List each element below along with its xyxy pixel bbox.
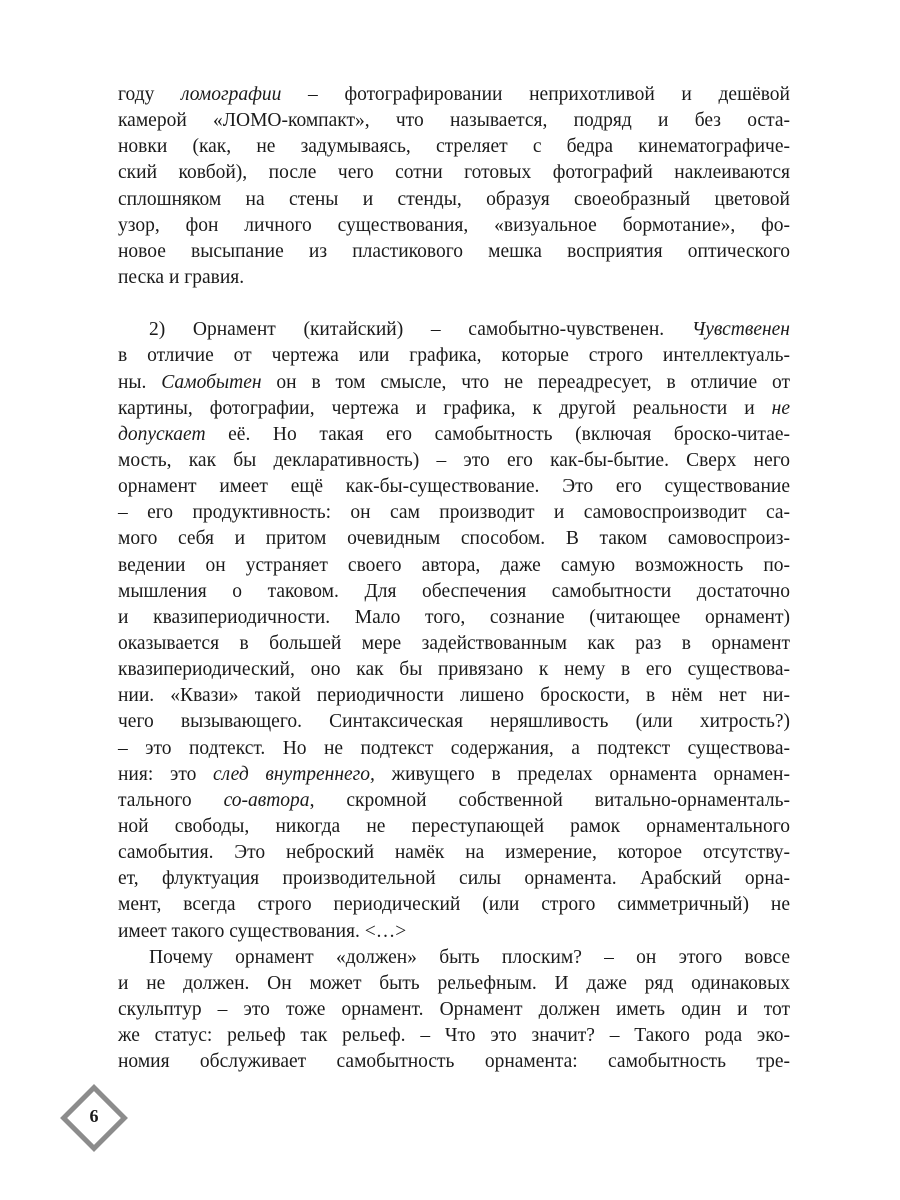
text-line: [118, 474, 790, 500]
text-segment: самобытия. Это неброский намёк на измерение, которое отсутству-: [118, 842, 790, 864]
italic-text: след внутреннего,: [213, 763, 375, 785]
text-line: [118, 971, 790, 997]
text-segment: нии. «Квази» такой периодичности лишено броскости, в нём нет ни-: [118, 685, 790, 707]
text-segment: 2) Орнамент (китайский) – самобытно-чувственен.: [149, 319, 692, 341]
text-line: [118, 1049, 790, 1075]
text-line: [118, 82, 790, 108]
text-line: [118, 892, 790, 918]
text-line: [118, 1023, 790, 1049]
text-segment: мент, всегда строго периодический (или строго симметричный) не: [118, 894, 790, 916]
text-segment: скульптур – это тоже орнамент. Орнамент должен иметь один и тот: [118, 998, 790, 1020]
text-segment: мышления о таковом. Для обеспечения самобытности достаточно: [118, 580, 790, 602]
text-segment: и квазипериодичности. Мало того, сознание (читающее орнамент): [118, 606, 790, 628]
text-segment: номия обслуживает самобытность орнамента: самобытность тре-: [118, 1051, 790, 1073]
text-segment: ния: это: [118, 763, 214, 785]
text-line: [118, 945, 790, 971]
text-line: [118, 187, 790, 213]
text-segment: ведении он устраняет своего автора, даже самую возможность по-: [118, 554, 790, 576]
text-line: [118, 343, 790, 369]
text-segment: живущего в пределах орнамента орнамен-: [374, 763, 790, 785]
text-segment: в отличие от чертежа или графика, которые строго интеллектуаль-: [118, 345, 790, 367]
text-segment: , скромной собственной витально-орнаменталь-: [309, 789, 790, 811]
text-line: [118, 160, 790, 186]
text-line: [118, 866, 790, 892]
text-segment: ский ковбой), после чего сотни готовых фотографий наклеиваются: [118, 162, 790, 184]
text-segment: камерой «ЛОМО-компакт», что называется, подряд и без оста-: [118, 110, 790, 132]
text-line: [118, 762, 790, 788]
text-segment: – его продуктивность: он сам производит и самовоспроизводит са-: [118, 502, 790, 524]
text-segment: ет, флуктуация производительной силы орнамента. Арабский орна-: [118, 868, 790, 890]
italic-text: Самобытен: [161, 371, 262, 393]
text-line: [118, 239, 790, 265]
text-segment: – фотографировании неприхотливой и дешёвой: [281, 84, 790, 105]
text-segment: мость, как бы декларативность) – это его как-бы-бытие. Сверх него: [118, 449, 790, 471]
text-line: [118, 370, 790, 396]
italic-text: не: [771, 397, 790, 419]
text-line: [118, 526, 790, 552]
italic-text: Чувственен: [691, 319, 790, 341]
text-segment: же статус: рельеф так рельеф. – Что это значит? – Такого рода эко-: [118, 1025, 790, 1047]
text-line: [118, 108, 790, 134]
text-line: [118, 657, 790, 683]
text-segment: квазипериодический, оно как бы привязано к нему в его существова-: [118, 659, 790, 681]
italic-text: ломографии: [181, 84, 282, 105]
text-segment: он в том смысле, что не переадресует, в отличие от: [261, 371, 790, 393]
text-segment: чего вызывающего. Синтаксическая неряшливость (или хитрость?): [118, 711, 790, 733]
text-segment: ны.: [118, 371, 162, 393]
text-line: [118, 840, 790, 866]
text-line: [118, 213, 790, 239]
text-segment: новки (как, не задумываясь, стреляет с бедра кинематографиче-: [118, 136, 790, 158]
text-line: [118, 736, 790, 762]
text-segment: сплошняком на стены и стенды, образуя своеобразный цветовой: [118, 188, 790, 210]
text-segment: году: [118, 84, 182, 105]
text-segment: Почему орнамент «должен» быть плоским? – он этого вовсе: [149, 946, 790, 968]
text-line: [118, 500, 790, 526]
text-segment: картины, фотографии, чертежа и графика, к другой реальности и: [118, 397, 772, 419]
text-segment: узор, фон личного существования, «визуальное бормотание», фо-: [118, 214, 790, 236]
text-line: [118, 448, 790, 474]
text-line: [118, 265, 790, 291]
text-line: [118, 683, 790, 709]
italic-text: допускает: [118, 423, 206, 445]
text-line: [118, 579, 790, 605]
text-segment: ной свободы, никогда не переступающей рамок орнаментального: [118, 815, 790, 837]
text-segment: новое высыпание из пластикового мешка восприятия оптического: [118, 240, 790, 262]
text-line: [118, 317, 790, 343]
text-line: [118, 997, 790, 1023]
text-segment: её. Но такая его самобытность (включая броско-читае-: [205, 423, 790, 445]
text-segment: тального: [118, 789, 224, 811]
text-segment: – это подтекст. Но не подтекст содержания, а подтекст существова-: [118, 737, 790, 759]
text-line: [118, 788, 790, 814]
italic-text: со-автора: [223, 789, 310, 811]
page-number: 6: [89, 1106, 99, 1126]
text-line: [118, 919, 790, 945]
text-line: [118, 422, 790, 448]
text-line: [118, 396, 790, 422]
text-line: [118, 814, 790, 840]
text-segment: песка и гравия.: [118, 266, 245, 288]
text-line: [118, 631, 790, 657]
text-line: [118, 605, 790, 631]
text-segment: имеет такого существования. <…>: [118, 920, 407, 942]
text-segment: орнамент имеет ещё как-бы-существование. Это его существование: [118, 476, 790, 498]
text-line: [118, 553, 790, 579]
page-body-text: [118, 82, 790, 1075]
text-line: [118, 709, 790, 735]
text-segment: и не должен. Он может быть рельефным. И даже ряд одинаковых: [118, 972, 790, 994]
text-line: [118, 134, 790, 160]
text-segment: оказывается в большей мере задействованным как раз в орнамент: [118, 632, 790, 654]
text-segment: мого себя и притом очевидным способом. В таком самовоспроиз-: [118, 528, 790, 550]
